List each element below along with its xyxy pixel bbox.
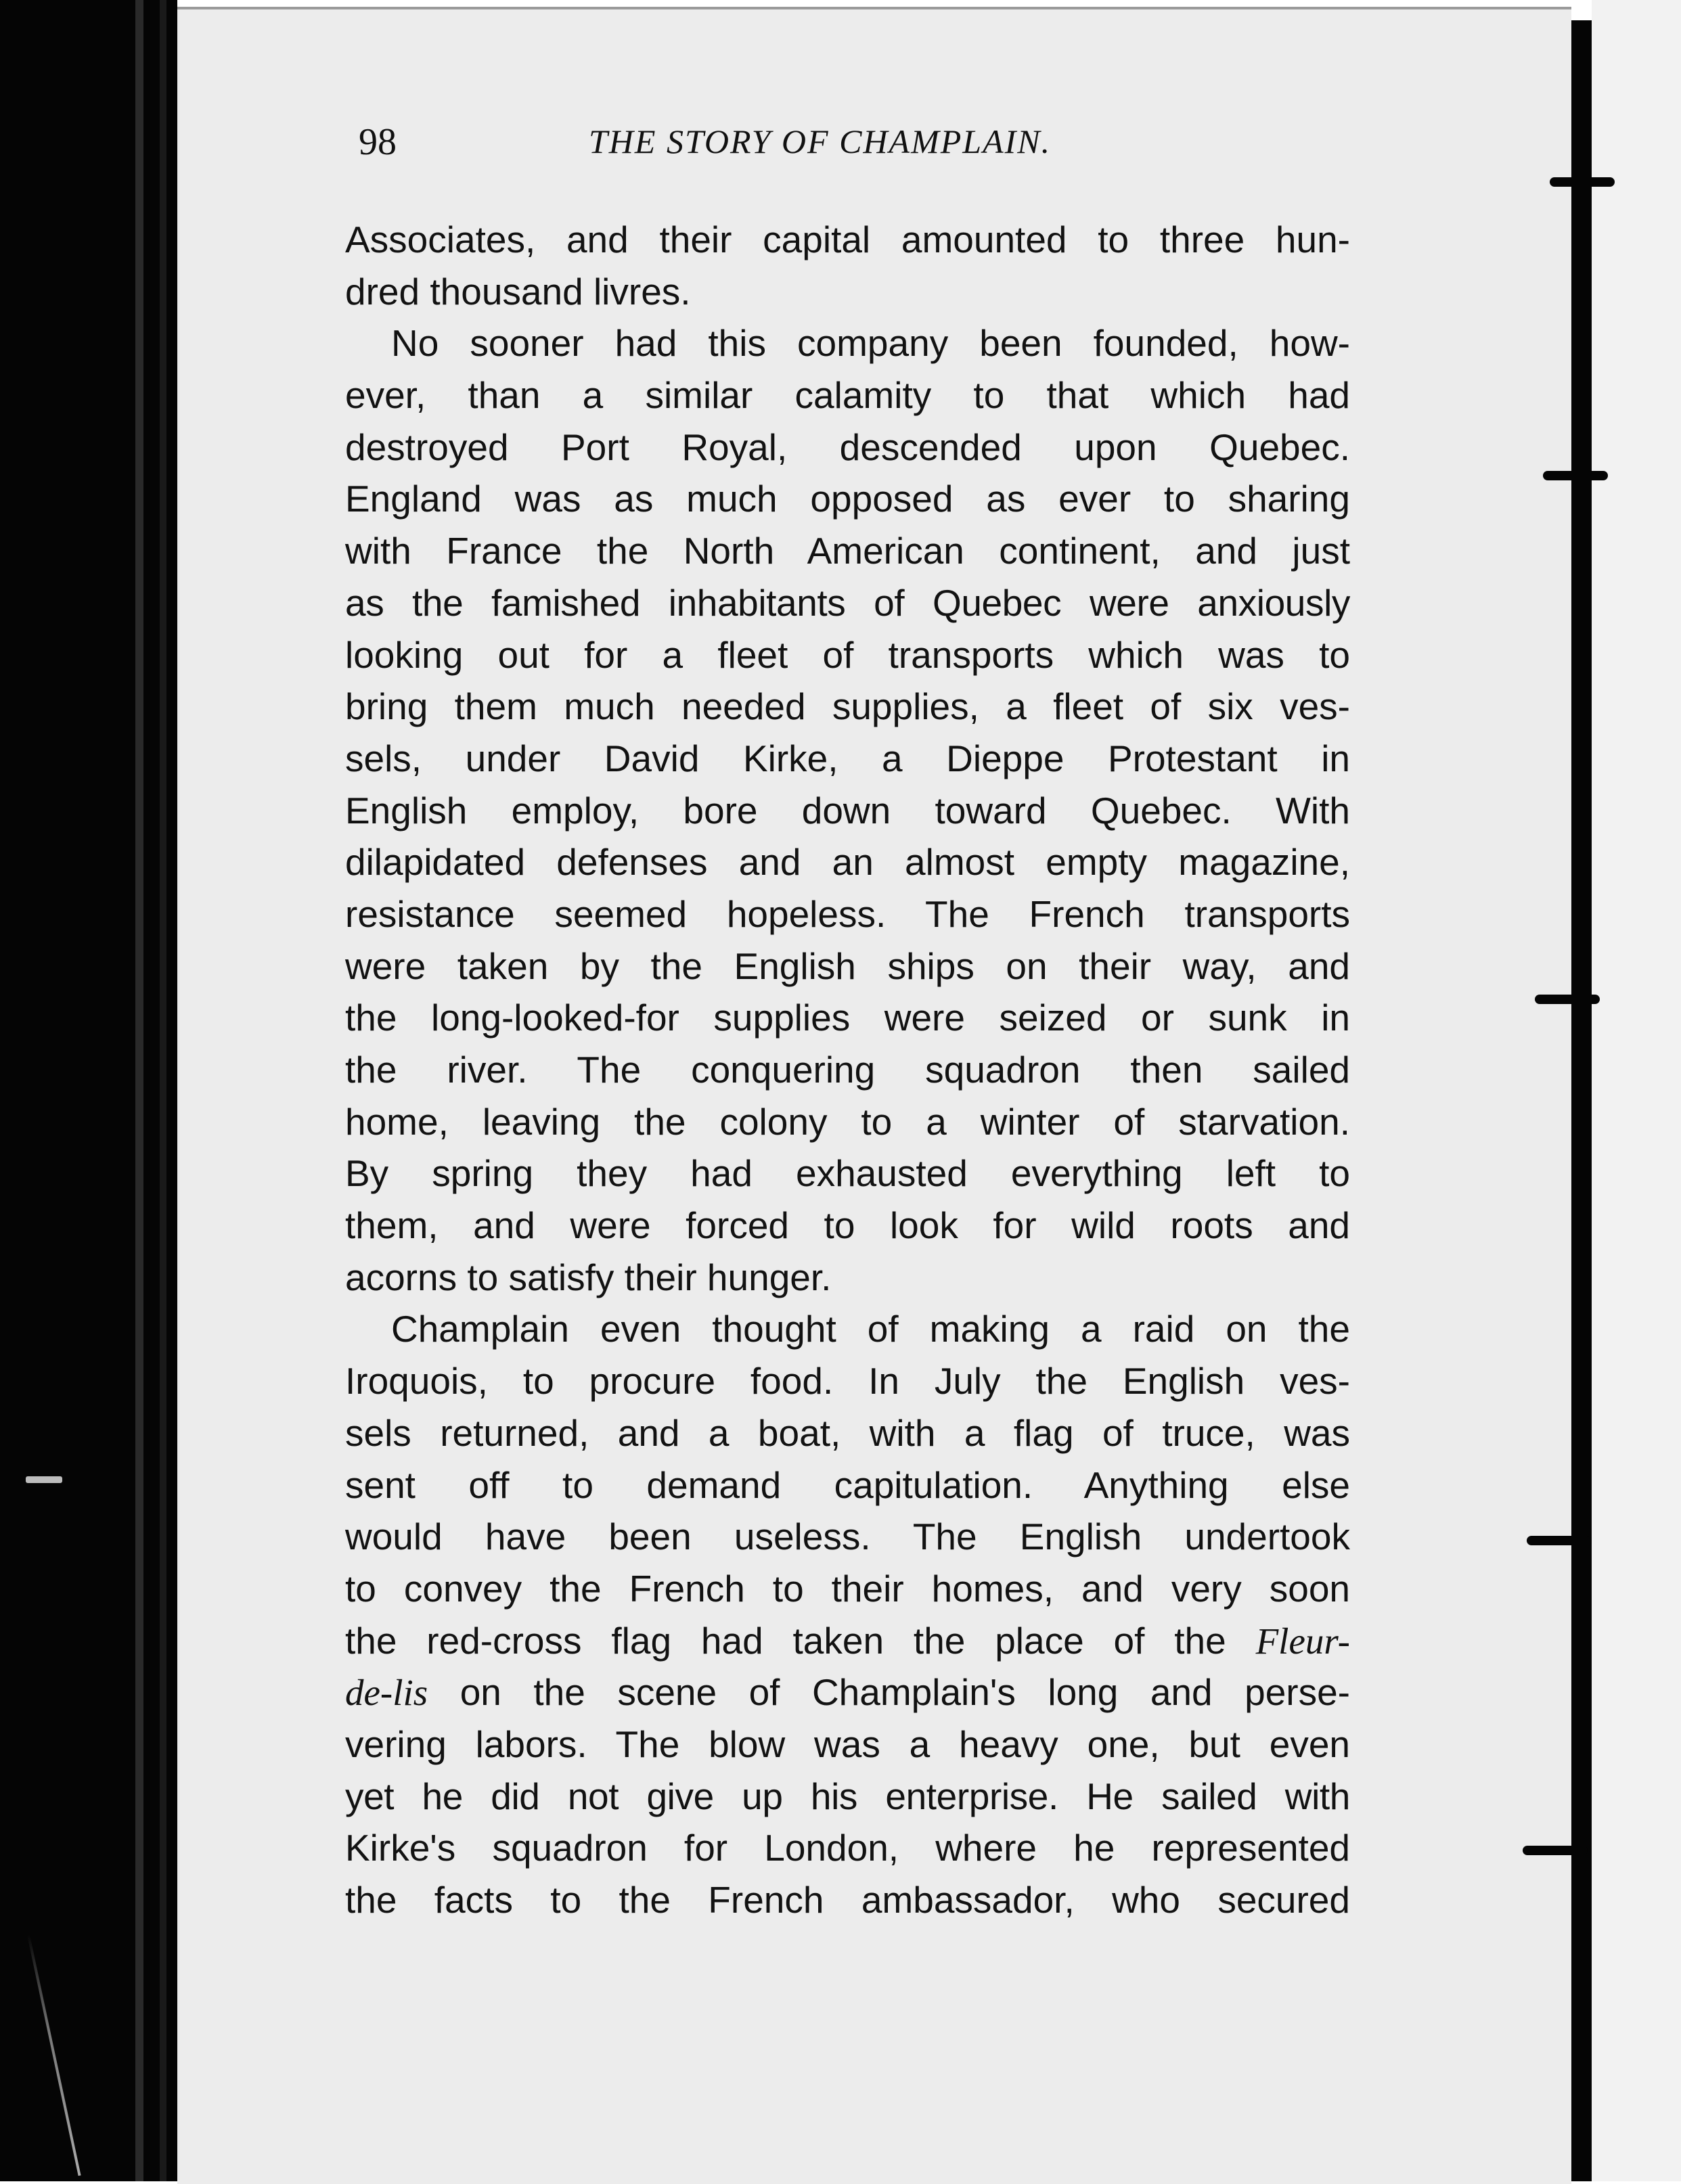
- text-segment: the red-cross flag had taken the place of the: [345, 1619, 1256, 1662]
- text-line: resistance seemed hopeless. The French transports: [345, 892, 1350, 935]
- text-line: No sooner had this company been founded, how-: [391, 322, 1350, 365]
- text-line: England was as much opposed as ever to sharing: [345, 478, 1350, 520]
- page-gutter: [1571, 20, 1592, 2181]
- binding-clip: [1550, 177, 1615, 187]
- italic-text: de-lis: [345, 1672, 428, 1714]
- text-line: English employ, bore down toward Quebec. With: [345, 789, 1350, 832]
- text-line: [345, 1615, 1350, 1667]
- text-line: ever, than a similar calamity to that which had: [345, 374, 1350, 417]
- text-line: Iroquois, to procure food. In July the English ves-: [345, 1360, 1350, 1403]
- binding-clip: [1527, 1536, 1592, 1545]
- text-line: the facts to the French ambassador, who secured: [345, 1879, 1350, 1921]
- text-line: would have been useless. The English undertook: [345, 1516, 1350, 1558]
- text-line: with France the North American continent, and just: [345, 530, 1350, 572]
- italic-text: Fleur-: [1255, 1620, 1350, 1662]
- spine-mark: [26, 1476, 62, 1483]
- body-text: [345, 214, 1350, 1926]
- text-line: Associates, and their capital amounted to three hun-: [345, 219, 1350, 260]
- page-number: 98: [359, 121, 397, 163]
- text-line: them, and were forced to look for wild roots and: [345, 1204, 1350, 1247]
- text-line: home, leaving the colony to a winter of starvation.: [345, 1100, 1350, 1143]
- spine-edge-inner: [160, 0, 166, 2181]
- binding-clip: [1535, 995, 1600, 1004]
- text-line: were taken by the English ships on their way, and: [345, 945, 1350, 987]
- text-segment: on the scene of Champlain's long and perse-: [460, 1671, 1351, 1714]
- text-line: yet he did not give up his enterprise. He sailed with: [345, 1775, 1350, 1817]
- text-line: sent off to demand capitulation. Anything else: [345, 1463, 1350, 1506]
- text-line: sels, under David Kirke, a Dieppe Protestant in: [345, 737, 1350, 779]
- text-line: as the famished inhabitants of Quebec were anxiously: [345, 581, 1350, 624]
- text-line: Kirke's squadron for London, where he represented: [345, 1827, 1350, 1869]
- text-line: acorns to satisfy their hunger.: [345, 1256, 832, 1298]
- text-line: the long-looked-for supplies were seized or sunk in: [345, 997, 1350, 1039]
- text-line: dred thousand livres.: [345, 270, 691, 313]
- spine-edge: [135, 0, 143, 2181]
- binding-clip: [1543, 471, 1608, 480]
- text-line: bring them much needed supplies, a fleet of six ves-: [345, 685, 1350, 728]
- text-line: Champlain even thought of making a raid on the: [391, 1308, 1350, 1350]
- page-header: [359, 120, 1374, 168]
- text-line: to convey the French to their homes, and very soon: [345, 1567, 1350, 1610]
- text-line: [345, 1666, 1350, 1719]
- binding-clip: [1523, 1846, 1588, 1855]
- text-line: the river. The conquering squadron then sailed: [345, 1049, 1350, 1091]
- running-title: THE STORY OF CHAMPLAIN.: [589, 122, 1052, 160]
- text-line: sels returned, and a boat, with a flag of truce, was: [345, 1411, 1350, 1454]
- text-line: dilapidated defenses and an almost empty magazine,: [345, 841, 1350, 884]
- adjacent-page-edge: [1592, 0, 1681, 2181]
- text-line: vering labors. The blow was a heavy one, but even: [345, 1723, 1350, 1765]
- book-spine: [0, 0, 177, 2181]
- text-line: By spring they had exhausted everything left to: [345, 1152, 1350, 1195]
- text-line: destroyed Port Royal, descended upon Quebec.: [345, 426, 1350, 468]
- text-line: looking out for a fleet of transports which was to: [345, 633, 1350, 676]
